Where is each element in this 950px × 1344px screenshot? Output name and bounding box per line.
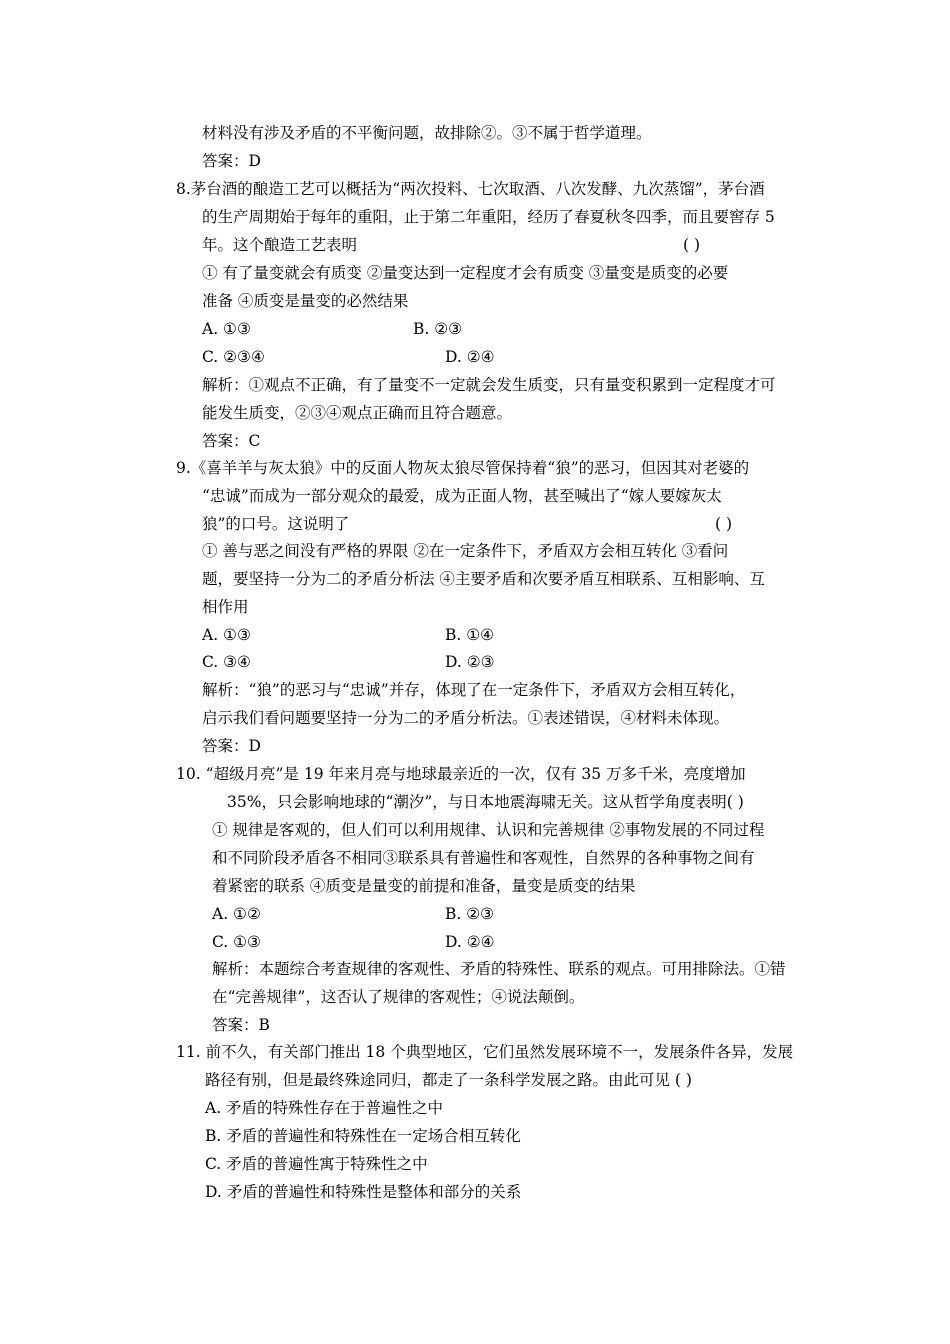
q10-option-b: B. ②③	[445, 905, 495, 923]
q8-stem-line: 年。这个酿造工艺表明	[202, 236, 358, 254]
q8-option-a: A. ①③	[202, 320, 251, 338]
q10-stem-line: 10. “超级月亮”是 19 年来月亮与地球最亲近的一次，仅有 35 万多千米，亮度增加	[176, 765, 746, 783]
q10-stem-line: 35%，只会影响地球的“潮汐”，与日本地震海啸无关。这从哲学角度表明( )	[227, 793, 744, 811]
q9-answer: 答案：D	[202, 737, 261, 755]
q7-answer: 答案：D	[202, 152, 261, 170]
q10-item-line: 着紧密的联系 ④质变是量变的前提和准备，量变是质变的结果	[212, 877, 636, 895]
q9-item-line: 题，要坚持一分为二的矛盾分析法 ④主要矛盾和次要矛盾互相联系、互相影响、互	[202, 570, 765, 588]
q10-answer: 答案：B	[212, 1016, 270, 1034]
q8-analysis-line: 解析：①观点不正确，有了量变不一定就会发生质变，只有量变积累到一定程度才可	[202, 376, 776, 394]
q10-option-a: A. ①②	[212, 905, 261, 923]
q11-option-b: B. 矛盾的普遍性和特殊性在一定场合相互转化	[205, 1127, 521, 1145]
q10-analysis-line: 解析：本题综合考查规律的客观性、矛盾的特殊性、联系的观点。可用排除法。①错	[212, 960, 786, 978]
q9-analysis-line: 解析：“狼”的恶习与“忠诚”并存，体现了在一定条件下，矛盾双方会相互转化，	[202, 681, 746, 699]
q8-stem-line: 8.茅台酒的酿造工艺可以概括为“两次投料、七次取酒、八次发酵、九次蒸馏”，茅台酒	[176, 180, 765, 198]
q8-option-d: D. ②④	[445, 348, 495, 366]
q8-stem-line: 的生产周期始于每年的重阳，止于第二年重阳，经历了春夏秋冬四季，而且要窖存 5	[202, 208, 775, 226]
q9-answer-paren: ( )	[715, 515, 733, 533]
q8-answer-paren: ( )	[683, 236, 701, 254]
q8-option-b: B. ②③	[413, 320, 463, 338]
q9-option-c: C. ③④	[202, 653, 251, 671]
q9-option-d: D. ②③	[445, 653, 495, 671]
q8-answer: 答案：C	[202, 432, 261, 450]
q8-item-line: 准备 ④质变是量变的必然结果	[202, 292, 409, 310]
q9-analysis-line: 启示我们看问题要坚持一分为二的矛盾分析法。①表述错误，④材料未体现。	[202, 709, 730, 727]
q10-item-line: ① 规律是客观的，但人们可以利用规律、认识和完善规律 ②事物发展的不同过程	[212, 821, 765, 839]
q11-stem-line: 路径有别，但是最终殊途同归，都走了一条科学发展之路。由此可见 ( )	[205, 1071, 692, 1089]
q9-stem-line: “忠诚”而成为一部分观众的最爱，成为正面人物，甚至喊出了“嫁人要嫁灰太	[202, 487, 722, 505]
q10-item-line: 和不同阶段矛盾各不相同③联系具有普遍性和客观性，自然界的各种事物之间有	[212, 849, 755, 867]
q10-option-c: C. ①③	[212, 933, 261, 951]
q7-analysis-tail: 材料没有涉及矛盾的不平衡问题，故排除②。③不属于哲学道理。	[202, 124, 652, 142]
q9-item-line: 相作用	[202, 598, 249, 616]
q9-stem-line: 9.《喜羊羊与灰太狼》中的反面人物灰太狼尽管保持着“狼”的恶习，但因其对老婆的	[176, 459, 750, 477]
q10-analysis-line: 在“完善规律”，这否认了规律的客观性；④说法颠倒。	[212, 988, 585, 1006]
q11-stem-line: 11. 前不久，有关部门推出 18 个典型地区，它们虽然发展环境不一，发展条件各异，发展	[176, 1043, 794, 1061]
q9-stem-line: 狼”的口号。这说明了	[202, 515, 350, 533]
q9-option-a: A. ①③	[202, 626, 251, 644]
q11-option-a: A. 矛盾的特殊性存在于普遍性之中	[205, 1099, 444, 1117]
q8-analysis-line: 能发生质变，②③④观点正确而且符合题意。	[202, 404, 513, 422]
q11-option-d: D. 矛盾的普遍性和特殊性是整体和部分的关系	[205, 1183, 522, 1201]
q10-option-d: D. ②④	[445, 933, 495, 951]
q9-option-b: B. ①④	[445, 626, 495, 644]
q8-option-c: C. ②③④	[202, 348, 265, 366]
q9-item-line: ① 善与恶之间没有严格的界限 ②在一定条件下，矛盾双方会相互转化 ③看问	[202, 542, 729, 560]
q8-item-line: ① 有了量变就会有质变 ②量变达到一定程度才会有质变 ③量变是质变的必要	[202, 264, 729, 282]
q11-option-c: C. 矛盾的普遍性寓于特殊性之中	[205, 1155, 428, 1173]
